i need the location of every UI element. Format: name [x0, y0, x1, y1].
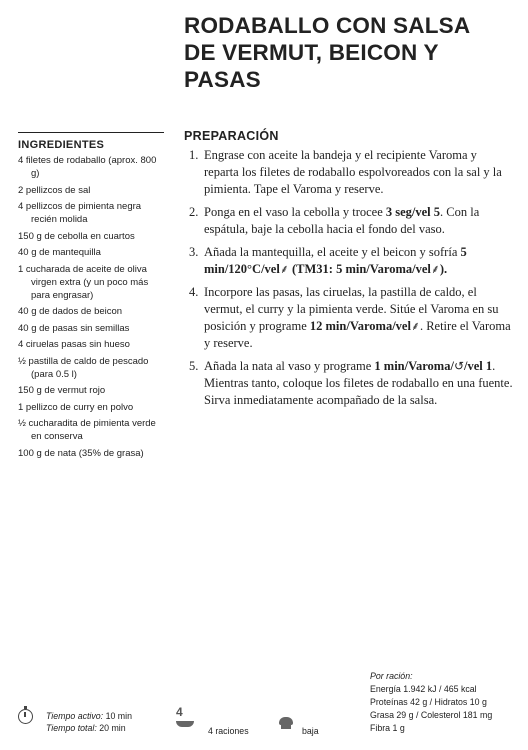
step-text: Incorpore las pasas, las ciruelas, la pastilla de caldo, el vermut, el curry y la pimienta verde. Sitúe el Varoma en su posición y programe: [204, 285, 499, 333]
step-setting: 12 min/Varoma/vel: [309, 319, 411, 333]
step-4: [184, 284, 514, 352]
total-time-label: Tiempo total:: [46, 723, 97, 733]
reverse-icon: ↺: [453, 359, 465, 373]
step-text: Ponga en el vaso la cebolla y trocee: [204, 205, 386, 219]
ingredient-item: 150 g de vermut rojo: [18, 385, 106, 396]
ingredient-item: 1 cucharada de aceite de oliva virgen extra (y un poco más para engrasar): [18, 263, 149, 301]
step-text: Añada la mantequilla, el aceite y el beicon y sofría: [204, 245, 461, 259]
step-setting: 3 seg/vel 5: [385, 205, 441, 219]
total-time: [46, 722, 132, 734]
step-3: [184, 244, 514, 278]
ingredient-item: 150 g de cebolla en cuartos: [18, 230, 135, 242]
total-time-value: 20 min: [96, 723, 126, 733]
timer-icon: [18, 709, 33, 724]
nutrition-info: [370, 670, 520, 735]
step-number: 4.: [189, 285, 199, 299]
time-info: [46, 710, 132, 734]
ingredient-item: ½ cucharadita de pimienta verde en conserva: [18, 418, 156, 442]
ingredients-heading: INGREDIENTES: [18, 139, 105, 151]
title-line-3: PASAS: [184, 67, 261, 92]
step-text: Engrase con aceite la bandeja y el recipiente Varoma y reparta los filetes de rodaballo espolvoreados con la sal y la pimienta. Tape el Varoma y reserve.: [204, 148, 502, 196]
preparation-section: [184, 129, 514, 415]
nutrition-fat: Grasa 29 g / Colesterol 181 mg: [370, 710, 493, 720]
ingredient-item: ½ pastilla de caldo de pescado (para 0.5 l): [18, 355, 149, 380]
nutrition-protein: Proteínas 42 g / Hidratos 10 g: [370, 697, 487, 707]
active-time: [46, 710, 132, 722]
spoon-icon: ⸙: [279, 262, 289, 276]
step-5: [184, 358, 514, 409]
nutrition-energy: Energía 1.942 kJ / 465 kcal: [370, 684, 477, 694]
step-text: . Con la espátula, baje la cebolla hacia el fondo del vaso.: [204, 205, 480, 236]
difficulty: baja: [302, 726, 319, 736]
step-2: [184, 204, 514, 238]
spoon-icon: ⸙: [430, 262, 440, 276]
title-line-2: DE VERMUT, BEICON Y: [184, 40, 439, 65]
ingredient-item: 1 pellizco de curry en polvo: [18, 401, 134, 413]
ingredient-item: 40 g de dados de beicon: [18, 306, 123, 317]
ingredient-item: 4 ciruelas pasas sin hueso: [18, 339, 130, 350]
nutrition-heading: Por ración:: [370, 671, 413, 681]
active-time-value: 10 min: [103, 711, 132, 721]
step-setting: 5 min/120°C/vel: [204, 245, 467, 276]
step-setting: ).: [439, 262, 448, 276]
servings-number: 4: [176, 705, 183, 719]
title-line-1: RODABALLO CON SALSA: [184, 13, 471, 38]
step-number: 5.: [189, 359, 199, 373]
step-number: 3.: [189, 245, 199, 259]
preparation-steps: [184, 147, 514, 409]
ingredient-item: 2 pellizcos de sal: [18, 184, 91, 196]
ingredient-item: 40 g de mantequilla: [18, 247, 101, 258]
step-number: 2.: [189, 205, 199, 219]
servings: 4 raciones: [208, 726, 249, 736]
spoon-icon: ⸙: [410, 319, 420, 333]
step-setting: 1 min/Varoma/: [374, 359, 454, 373]
ingredients-list: [18, 154, 164, 460]
recipe-title: [184, 12, 519, 93]
ingredient-item: 40 g de pasas sin semillas: [18, 322, 130, 334]
ingredients-section: [18, 132, 164, 463]
step-text: . Mientras tanto, coloque los filetes de rodaballo en una fuente. Sirva inmediatamente acompañado de la salsa.: [204, 359, 513, 407]
preparation-heading: PREPARACIÓN: [184, 129, 279, 143]
step-number: 1.: [189, 148, 199, 162]
chef-hat-icon: [279, 717, 293, 729]
step-text: Añada la nata al vaso y programe: [204, 359, 375, 373]
ingredient-item: 4 pellizcos de pimienta negra recién molida: [18, 201, 142, 225]
nutrition-fiber: Fibra 1 g: [370, 723, 405, 733]
dish-icon: [176, 721, 194, 727]
step-text: . Retire el Varoma y reserve.: [204, 319, 511, 350]
active-time-label: Tiempo activo:: [46, 711, 104, 721]
step-setting: (TM31: 5 min/Varoma/vel: [288, 262, 431, 276]
ingredient-item: 4 filetes de rodaballo (aprox. 800 g): [18, 155, 157, 179]
step-setting: /vel 1: [464, 359, 493, 373]
ingredient-item: 100 g de nata (35% de grasa): [18, 447, 144, 459]
step-1: [184, 147, 514, 198]
